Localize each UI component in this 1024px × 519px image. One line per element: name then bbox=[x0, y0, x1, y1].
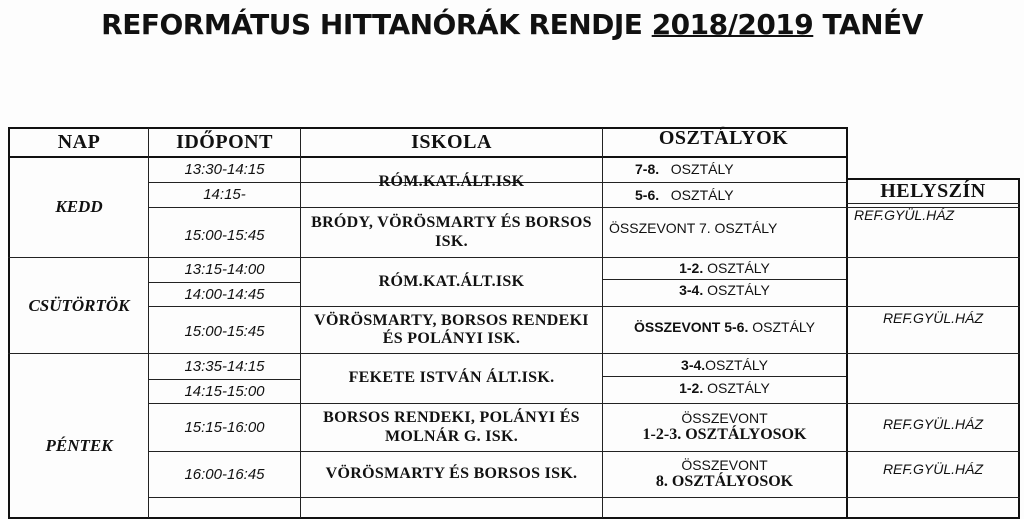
day-friday: PÉNTEK bbox=[45, 436, 113, 456]
class-label: OSZTÁLY bbox=[707, 282, 770, 299]
location-cell: REF.GYÜL.HÁZ bbox=[854, 206, 955, 223]
class-number: 1-2. bbox=[679, 260, 704, 277]
class-cell bbox=[603, 377, 846, 399]
class-label: OSZTÁLY bbox=[707, 260, 770, 277]
title-suffix: TANÉV bbox=[822, 8, 923, 41]
school-cell: BRÓDY, VÖRÖSMARTY ÉS BORSOS ISK. bbox=[311, 214, 592, 250]
class-number: 5-6. bbox=[635, 186, 660, 203]
title-year: 2018/2019 bbox=[651, 8, 814, 41]
class-cell bbox=[603, 280, 846, 301]
day-thursday: CSÜTÖRTÖK bbox=[28, 295, 130, 315]
header-classes: OSZTÁLYOK bbox=[658, 126, 789, 149]
school-cell: RÓM.KAT.ÁLT.ISK bbox=[378, 272, 525, 290]
location-cell: REF.GYÜL.HÁZ bbox=[882, 460, 984, 477]
class-label: OSZTÁLY bbox=[670, 186, 734, 203]
header-location: HELYSZÍN bbox=[880, 179, 986, 202]
day-tuesday: KEDD bbox=[55, 197, 103, 217]
location-cell: REF.GYÜL.HÁZ bbox=[882, 415, 984, 432]
class-line: ÖSSZEVONT bbox=[681, 457, 768, 474]
class-number: 7-8. bbox=[635, 161, 660, 178]
school-cell: VÖRÖSMARTY, BORSOS RENDEKI ÉS POLÁNYI ISK. bbox=[314, 311, 589, 347]
time-cell: 16:00-16:45 bbox=[184, 465, 265, 483]
class-number: 1-2. bbox=[679, 379, 704, 396]
class-cell bbox=[603, 208, 846, 248]
class-label: OSZTÁLY bbox=[752, 318, 815, 335]
class-line: ÖSSZEVONT bbox=[681, 410, 768, 427]
class-label: OSZTÁLY bbox=[670, 161, 734, 178]
page-title bbox=[0, 8, 1024, 41]
row-line bbox=[148, 497, 1020, 498]
class-line: 8. OSZTÁLYOSOK bbox=[655, 473, 794, 491]
time-cell: 14:15- bbox=[203, 186, 246, 204]
class-cell bbox=[603, 404, 846, 451]
time-cell: 15:15-16:00 bbox=[184, 418, 265, 436]
class-number: 3-4. bbox=[679, 282, 704, 299]
location-cell: REF.GYÜL.HÁZ bbox=[882, 309, 984, 326]
time-cell: 13:30-14:15 bbox=[184, 160, 265, 178]
class-cell bbox=[603, 157, 846, 182]
class-cell bbox=[603, 307, 846, 347]
class-cell bbox=[603, 354, 846, 376]
title-main: REFORMÁTUS HITTANÓRÁK RENDJE bbox=[101, 8, 643, 41]
class-cell bbox=[603, 258, 846, 279]
time-cell: 14:15-15:00 bbox=[184, 382, 265, 400]
class-line: 1-2-3. OSZTÁLYOSOK bbox=[642, 426, 807, 444]
class-number: 3-4. bbox=[681, 356, 706, 373]
school-cell: BORSOS RENDEKI, POLÁNYI ÉS MOLNÁR G. ISK. bbox=[323, 409, 580, 445]
school-cell: VÖRÖSMARTY ÉS BORSOS ISK. bbox=[325, 465, 578, 483]
school-cell: RÓM.KAT.ÁLT.ISK bbox=[378, 172, 525, 190]
class-cell bbox=[603, 183, 846, 207]
time-cell: 15:00-15:45 bbox=[184, 226, 265, 244]
class-label: OSZTÁLY bbox=[707, 379, 770, 396]
time-cell: 15:00-15:45 bbox=[184, 323, 265, 341]
time-cell: 13:35-14:15 bbox=[184, 357, 265, 375]
class-label: ÖSSZEVONT 7. OSZTÁLY bbox=[609, 219, 778, 236]
school-cell: FEKETE ISTVÁN ÁLT.ISK. bbox=[348, 369, 555, 387]
time-cell: 14:00-14:45 bbox=[184, 285, 265, 303]
header-day: NAP bbox=[57, 130, 101, 153]
time-cell: 13:15-14:00 bbox=[184, 261, 265, 279]
class-cell bbox=[603, 452, 846, 497]
header-time: IDŐPONT bbox=[176, 130, 273, 153]
class-number: ÖSSZEVONT 5-6. bbox=[633, 318, 749, 335]
header-school: ISKOLA bbox=[411, 130, 492, 153]
class-label: OSZTÁLY bbox=[705, 356, 768, 373]
